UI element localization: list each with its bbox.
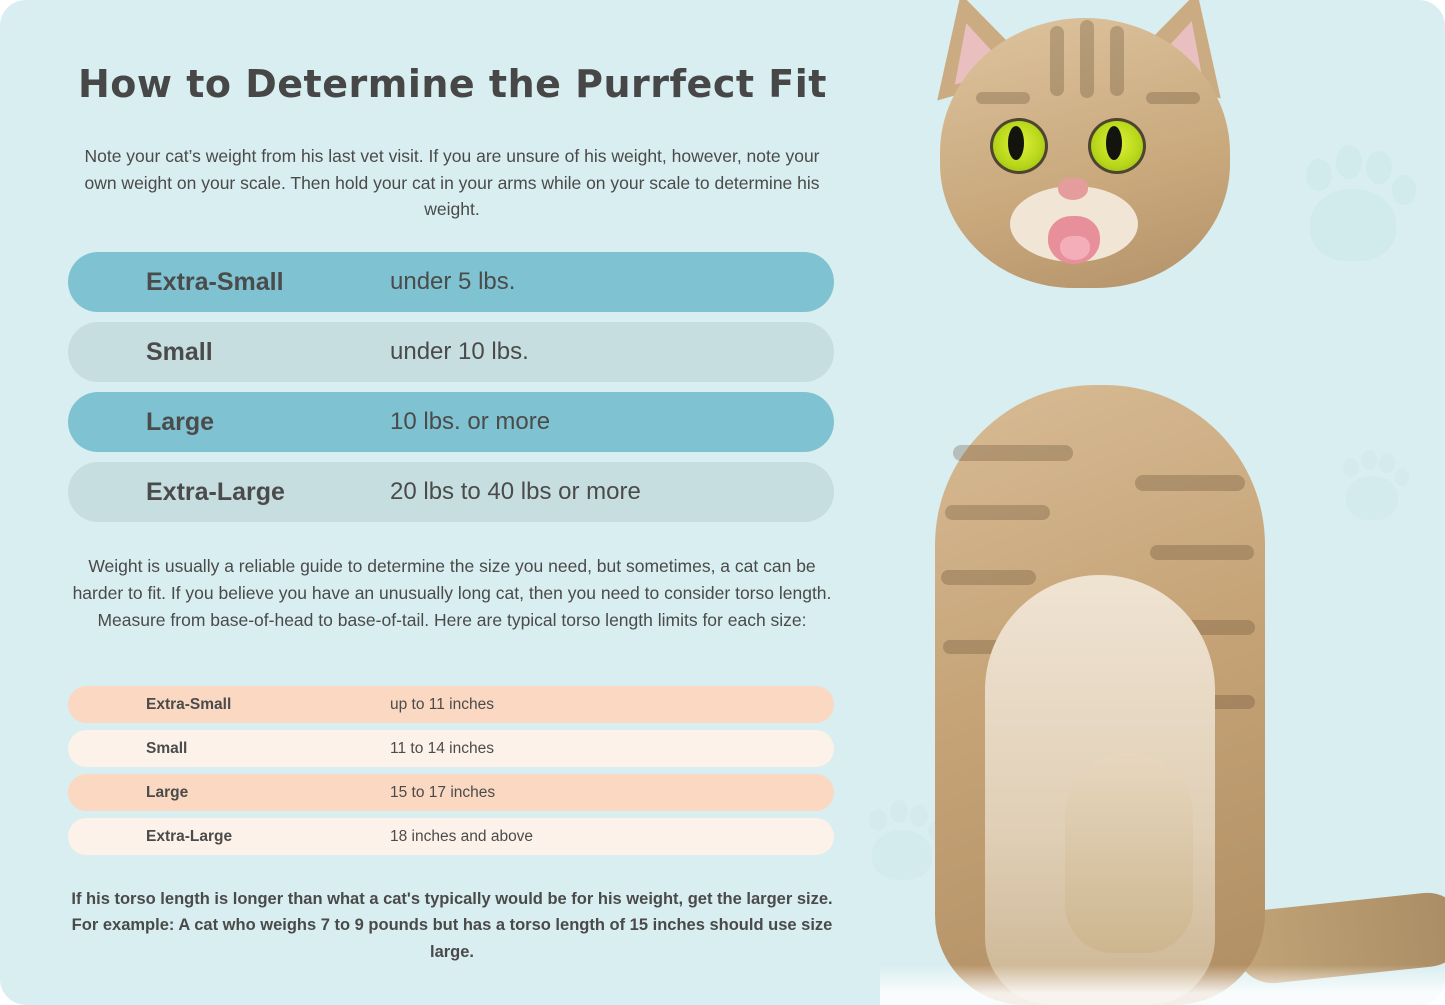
page-title: How to Determine the Purrfect Fit xyxy=(78,62,827,106)
table-row xyxy=(68,462,834,522)
torso-size-value: 18 inches and above xyxy=(390,827,534,845)
torso-size-value: up to 11 inches xyxy=(390,695,494,713)
cat-photo xyxy=(880,0,1445,1005)
cat-pupil-left xyxy=(1008,126,1024,160)
table-row xyxy=(68,818,834,855)
table-row xyxy=(68,322,834,382)
torso-intro-paragraph: Weight is usually a reliable guide to determine the size you need, but sometimes, a cat can be harder to fit. If you believe you have an unusually long cat, then you need to consider torso length. Measure from base-of-head to base-of-tail. Here are typical torso length limits for each size: xyxy=(72,556,832,631)
torso-size-value: 15 to 17 inches xyxy=(390,783,496,801)
table-row xyxy=(68,686,834,723)
weight-size-value: 20 lbs to 40 lbs or more xyxy=(390,478,641,505)
cat-paw xyxy=(1065,753,1193,953)
table-row xyxy=(68,730,834,767)
table-row xyxy=(68,252,834,312)
intro-paragraph: Note your cat’s weight from his last vet visit. If you are unsure of his weight, however, note your own weight on your scale. Then hold your cat in your arms while on your scale to determine his weight. xyxy=(84,146,820,220)
weight-size-label: Extra-Large xyxy=(146,477,285,506)
weight-size-value: 10 lbs. or more xyxy=(390,408,551,435)
weight-size-label: Extra-Small xyxy=(146,267,284,296)
weight-size-table xyxy=(68,252,834,532)
cat-tongue xyxy=(1060,236,1090,260)
weight-size-label: Small xyxy=(146,337,213,366)
torso-size-label: Small xyxy=(146,739,188,757)
weight-size-value: under 10 lbs. xyxy=(390,338,529,365)
photo-floor-gradient xyxy=(880,965,1445,1005)
table-row xyxy=(68,774,834,811)
cat-nose xyxy=(1058,178,1088,200)
torso-size-label: Large xyxy=(146,783,189,801)
weight-size-value: under 5 lbs. xyxy=(390,268,516,295)
weight-size-label: Large xyxy=(146,407,215,436)
footnote-paragraph: If his torso length is longer than what a cat's typically would be for his weight, get the larger size. For example: A cat who weighs 7 to 9 pounds but has a torso length of 15 inches should use size large. xyxy=(71,890,833,961)
table-row xyxy=(68,392,834,452)
torso-size-value: 11 to 14 inches xyxy=(390,739,494,757)
torso-size-label: Extra-Small xyxy=(146,695,232,713)
cat-pupil-right xyxy=(1106,126,1122,160)
torso-size-label: Extra-Large xyxy=(146,827,233,845)
torso-length-table xyxy=(68,686,834,862)
